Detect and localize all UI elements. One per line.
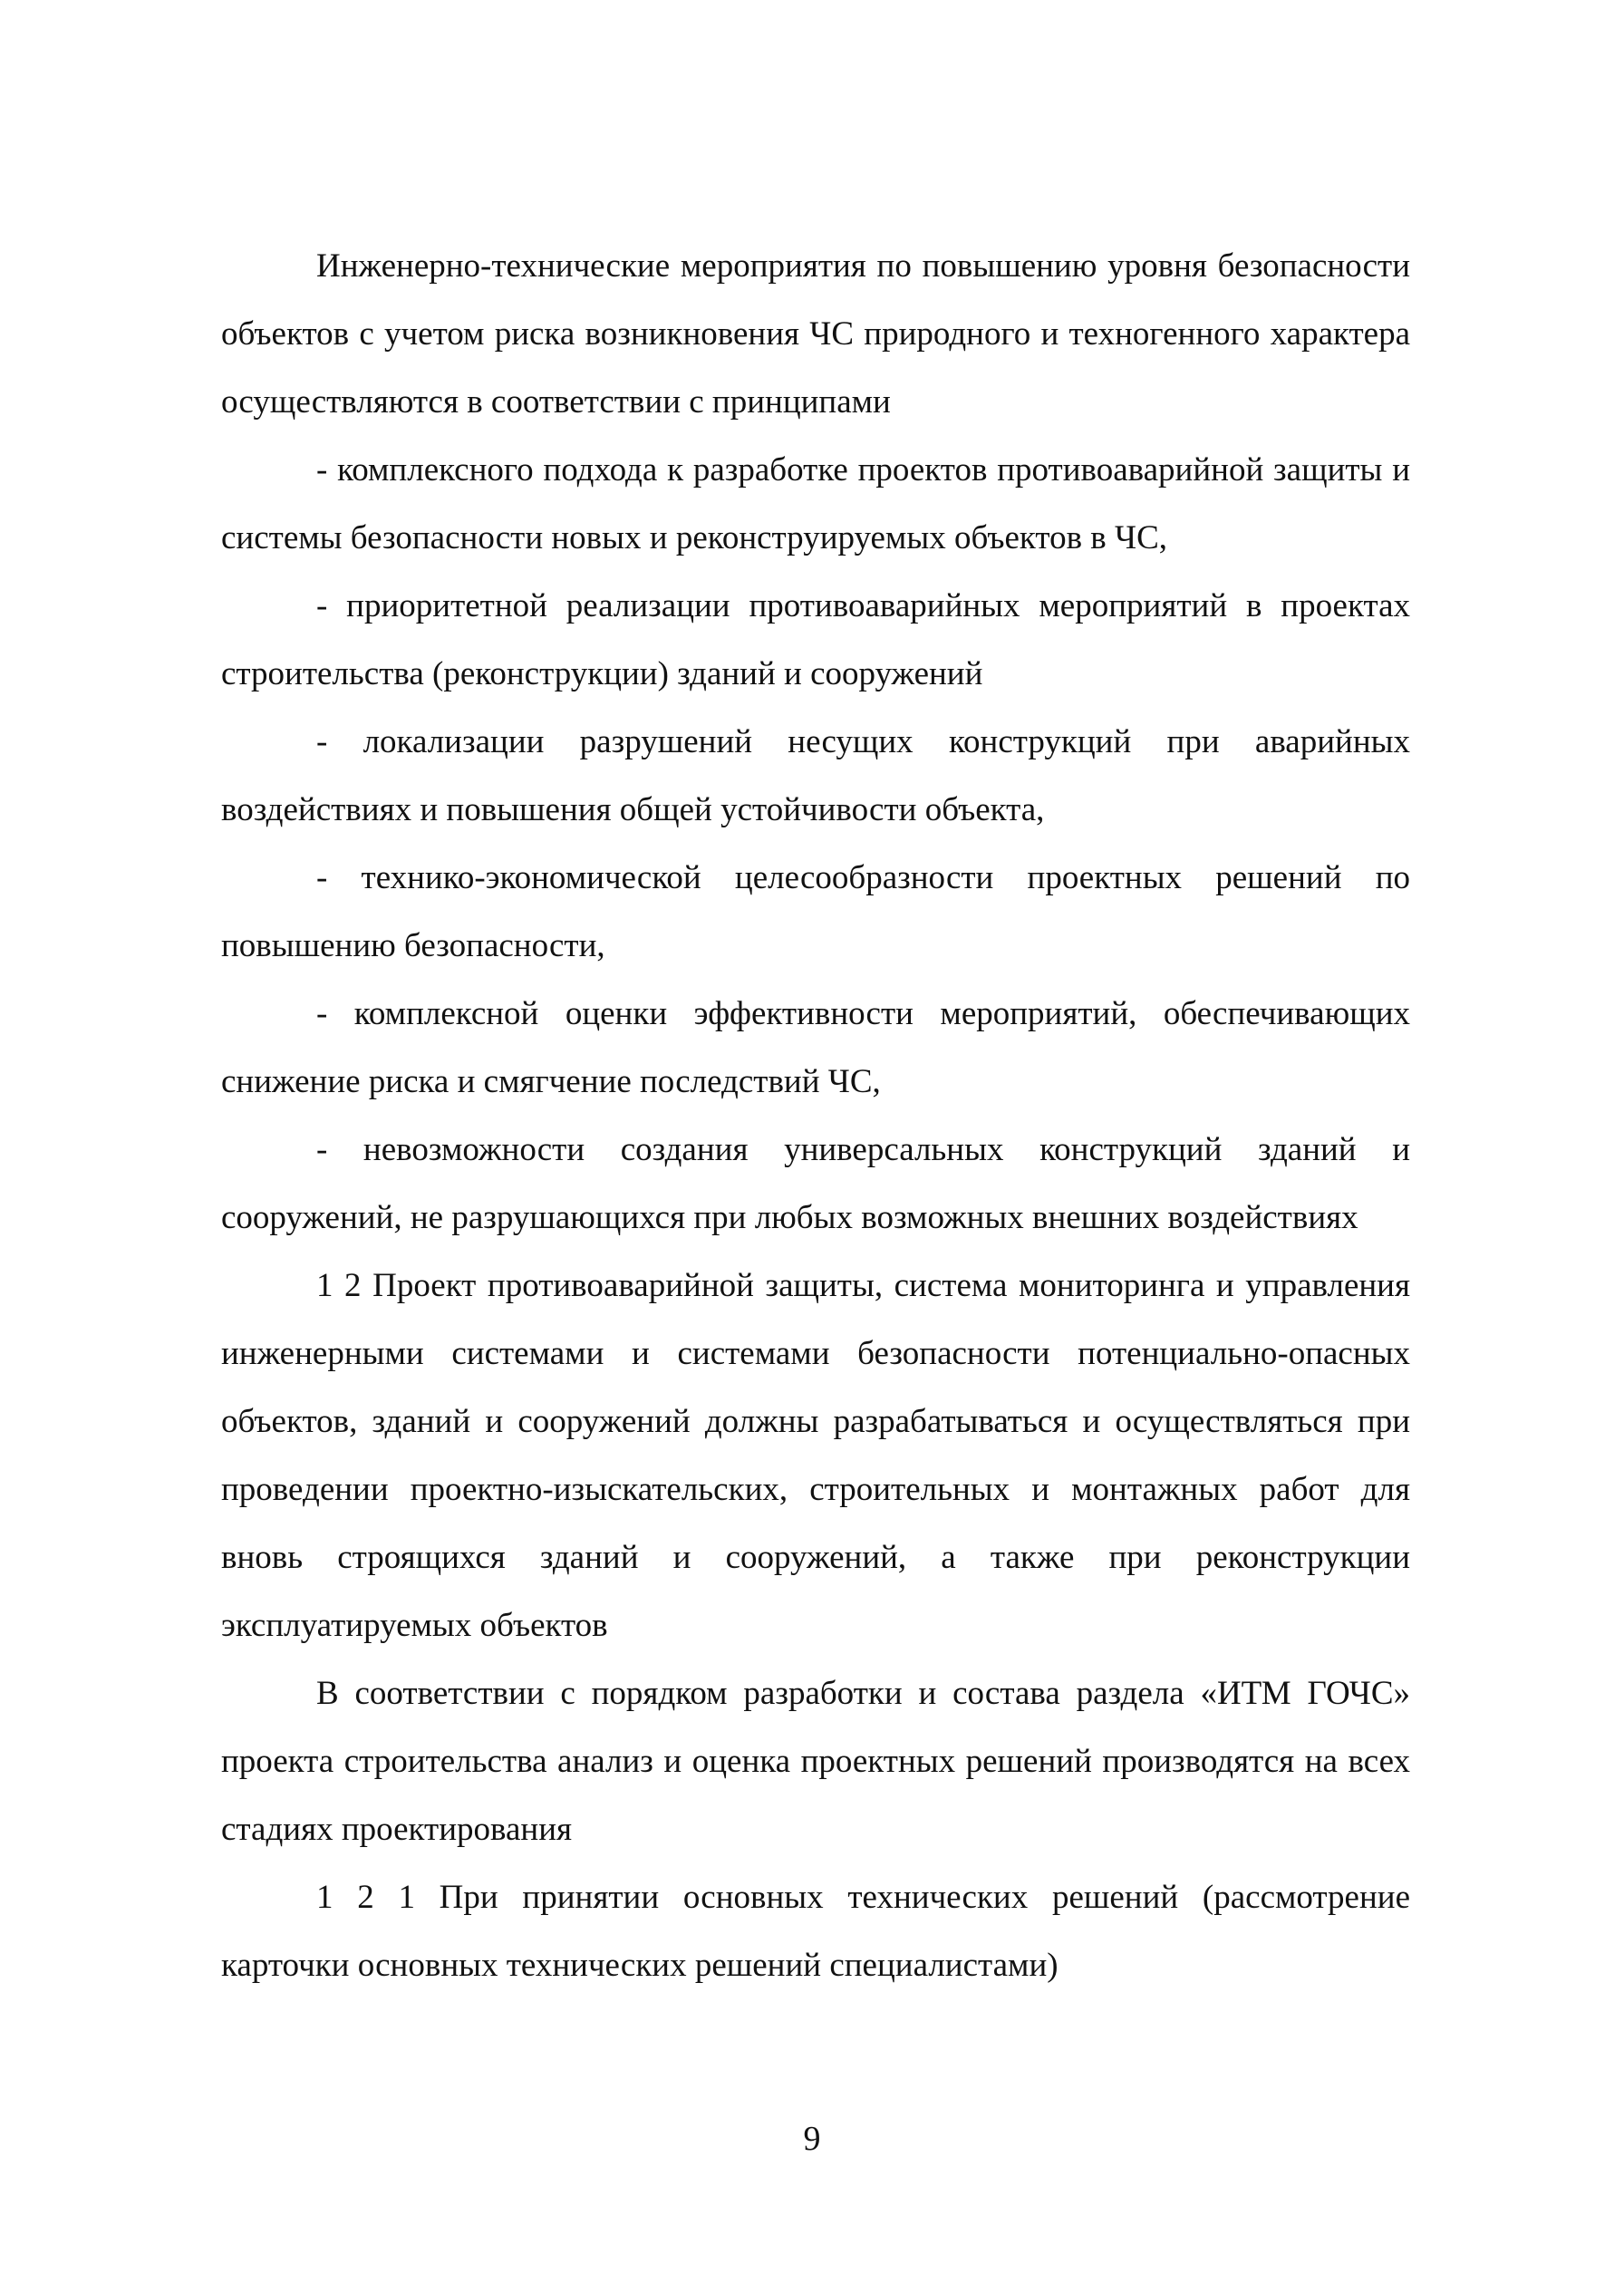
paragraph-section-1-2: 1 2 Проект противоаварийной защиты, система мониторинга и управления инженерными системами и системами безопасности потенциально-опасных объектов, зданий и сооружений должны разрабатываться и осуществляться при проведении проектно-изыскательских, строительных и монтажных работ для вновь строящихся зданий и сооружений, а также при реконструкции эксплуатируемых объектов — [221, 1267, 1410, 1644]
paragraph-principle-feasibility: - технико-экономической целесообразности проектных решений по повышению безопасности, — [221, 859, 1410, 964]
body-text — [221, 232, 1410, 1999]
paragraph-section-1-2-1: 1 2 1 При принятии основных технических решений (рассмотрение карточки основных технических решений специалистами) — [221, 1879, 1410, 1984]
paragraph-principle-efficiency-assessment: - комплексной оценки эффективности мероприятий, обеспечивающих снижение риска и смягчение последствий ЧС, — [221, 995, 1410, 1100]
paragraph-principle-localization: - локализации разрушений несущих конструкций при аварийных воздействиях и повышения общей устойчивости объекта, — [221, 723, 1410, 828]
paragraph-itm-gochs: В соответствии с порядком разработки и состава раздела «ИТМ ГОЧС» проекта строительства анализ и оценка проектных решений производятся на всех стадиях проектирования — [221, 1675, 1410, 1848]
paragraph-principle-priority-implementation: - приоритетной реализации противоаварийных мероприятий в проектах строительства (реконструкции) зданий и сооружений — [221, 587, 1410, 692]
page-number: 9 — [803, 2120, 821, 2158]
paragraph-intro: Инженерно-технические мероприятия по повышению уровня безопасности объектов с учетом риска возникновения ЧС природного и техногенного характера осуществляются в соответствии с принципами — [221, 247, 1410, 421]
paragraph-principle-complex-approach: - комплексного подхода к разработке проектов противоаварийной защиты и системы безопасности новых и реконструируемых объектов в ЧС, — [221, 451, 1410, 556]
paragraph-principle-impossibility: - невозможности создания универсальных конструкций зданий и сооружений, не разрушающихся при любых возможных внешних воздействиях — [221, 1131, 1410, 1236]
